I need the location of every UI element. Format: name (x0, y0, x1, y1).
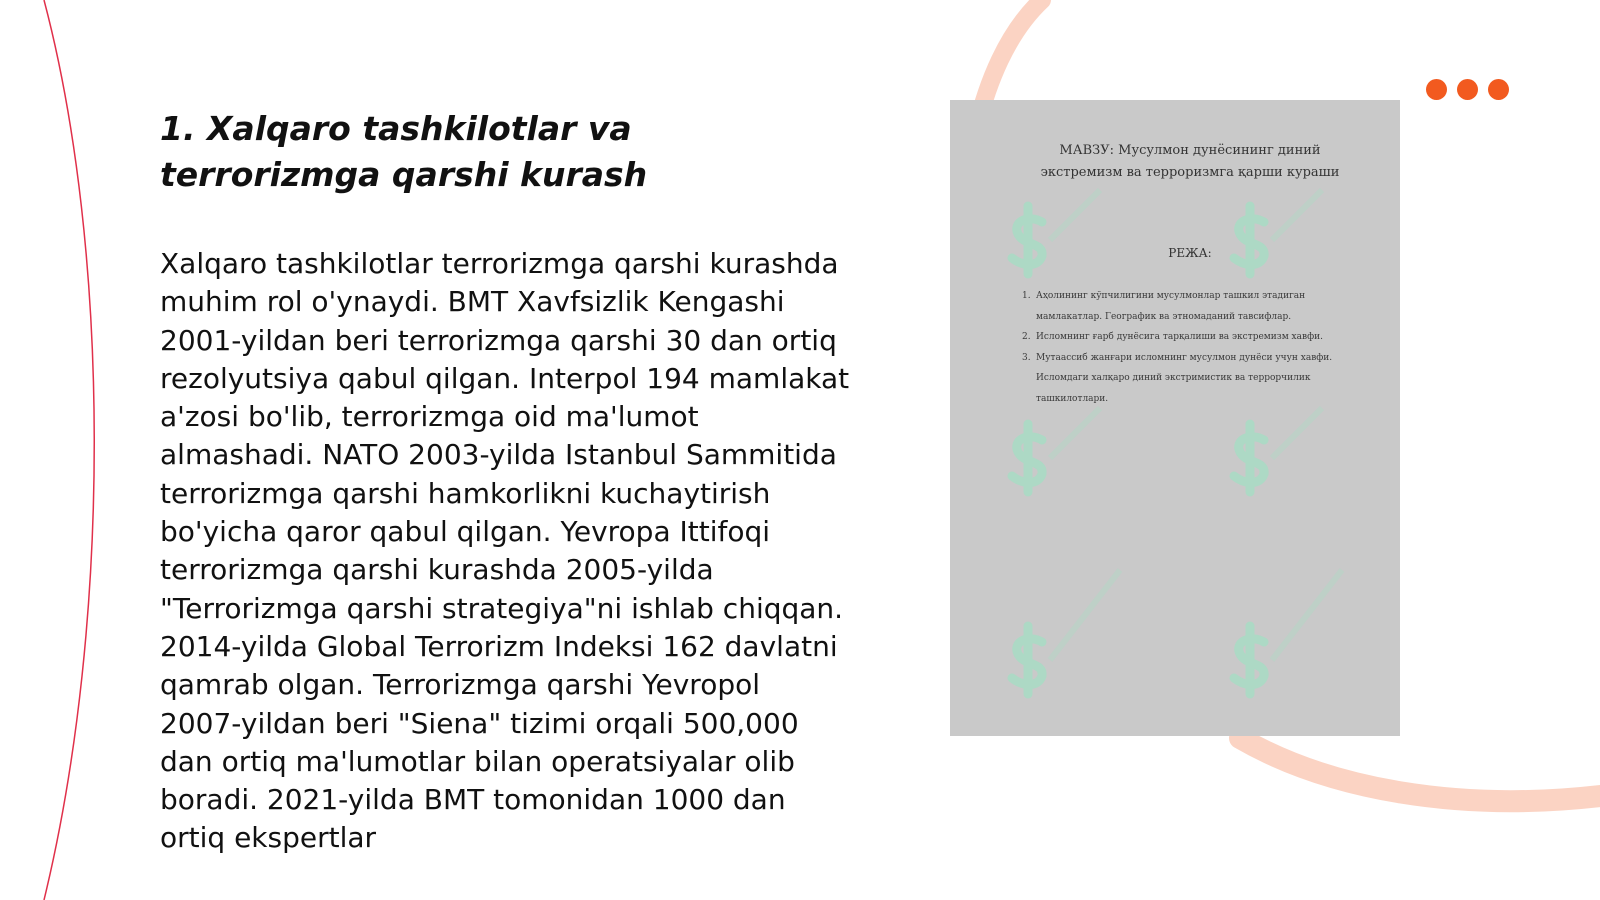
document-plan-list (1022, 286, 1362, 409)
list-item (1022, 327, 1362, 348)
document-title (1010, 140, 1370, 184)
list-item (1022, 286, 1362, 327)
list-item-number: 3. (1022, 352, 1031, 363)
list-item (1022, 348, 1362, 410)
list-item-line: Аҳолининг кўпчилигини мусулмонлар ташкил этадиган (1036, 291, 1306, 301)
document-scan-image (950, 100, 1400, 736)
document-title-line-2: экстремизм ва терроризмга қарши кураши (1040, 165, 1340, 180)
dot-3 (1488, 79, 1509, 100)
peach-arc-bottom (1240, 738, 1600, 801)
list-item-line: Исломдаги халқаро диний экстримистик ва террорчилик (1036, 373, 1311, 383)
dot-2 (1457, 79, 1478, 100)
dollar-sign-watermark-icon (950, 100, 1400, 736)
list-item-number: 1. (1022, 291, 1031, 301)
left-red-curve (44, 0, 94, 900)
slide-title: 1. Xalqaro tashkilotlar va terrorizmga qarshi kurash (160, 109, 648, 194)
list-item-line: мамлакатлар. Географик ва этномаданий тавсифлар. (1036, 311, 1292, 322)
list-item-line: Исломнинг ғарб дунёсига тарқалиши ва экстремизм хавфи. (1036, 332, 1323, 342)
three-dots-icon[interactable] (1426, 79, 1509, 100)
list-item-number: 2. (1022, 332, 1031, 342)
dot-1 (1426, 79, 1447, 100)
list-item-line: Мутаассиб жанғари исломнинг мусулмон дунёси учун хавфи. (1036, 352, 1333, 363)
slide-body-text: Xalqaro tashkilotlar terrorizmga qarshi kurashda muhim rol o'ynaydi. BMT Xavfsizlik Kengashi 2001-yildan beri terrorizmga qarshi 30 dan ortiq rezolyutsiya qabul qilgan. Interpol 194 mamlakat a'zosi bo'lib, terrorizmga oid ma'lumot almashadi. NATO 2003-yilda Istanbul Sammitida terrorizmga qarshi hamkorlikni kuchaytirish bo'yicha qaror qabul qilgan. Yevropa Ittifoqi terrorizmga qarshi kurashda 2005-yilda "Terrorizmga qarshi strategiya"ni ishlab chiqqan. 2014-yilda Global Terrorizm Indeksi 162 davlatni qamrab olgan. Terrorizmga qarshi Yevropol 2007-yildan beri "Siena" tizimi orqali 500,000 dan ortiq ma'lumotlar bilan operatsiyalar olib boradi. 2021-yilda BMT tomonidan 1000 dan ortiq ekspertlar (160, 247, 850, 855)
document-plan-heading: РЕЖА: (1168, 246, 1212, 260)
document-title-line-1: МАВЗУ: Мусулмон дунёсининг диний (1059, 143, 1321, 158)
list-item-line: ташкилотлари. (1036, 393, 1109, 404)
